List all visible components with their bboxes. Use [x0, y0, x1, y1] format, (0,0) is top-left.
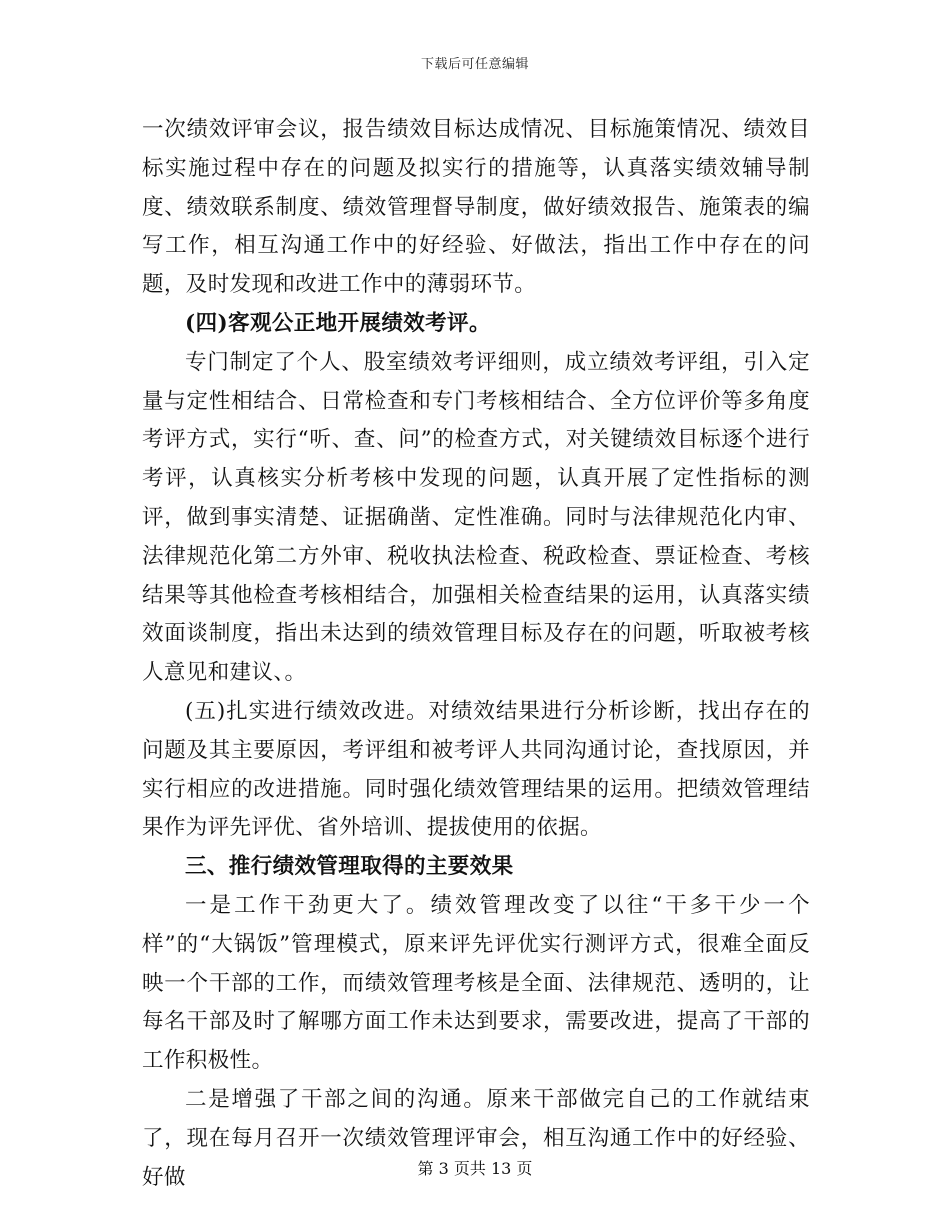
- section-heading-objective-evaluation: (四)客观公正地开展绩效考评。: [185, 310, 491, 336]
- paragraph-evaluation-rules: 专门制定了个人、股室绩效考评细则，成立绩效考评组，引入定量与定性相结合、日常检查和专门考核相结合、全方位评价等多角度考评方式，实行“听、查、问”的检查方式，对关键绩效目标逐个进行考评，认真核实分析考核中发现的问题，认真开展了定性指标的测评，做到事实清楚、证据确凿、定性准确。同时与法律规范化内审、法律规范化第二方外审、税收执法检查、税政检查、票证检查、考核结果等其他检查考核相结合，加强相关检查结果的运用，认真落实绩效面谈制度，指出未达到的绩效管理目标及存在的问题，听取被考核人意见和建议、。: [142, 349, 810, 686]
- document-body: [142, 111, 810, 1197]
- paragraph-result-communication: 二是增强了干部之间的沟通。原来干部做完自己的工作就结束了，现在每月召开一次绩效管理评审会，相互沟通工作中的好经验、好做: [142, 1086, 810, 1190]
- section-heading-main-results: 三、推行绩效管理取得的主要效果: [185, 854, 514, 880]
- page-header: 下载后可任意编辑: [420, 57, 529, 72]
- paragraph-performance-improvement: (五)扎实进行绩效改进。对绩效结果进行分析诊断，找出存在的问题及其主要原因，考评组和被考评人共同沟通讨论，查找原因，并实行相应的改进措施。同时强化绩效管理结果的运用。把绩效管理结果作为评先评优、省外培训、提拔使用的依据。: [142, 698, 810, 841]
- paragraph-evaluation-meeting: 一次绩效评审会议，报告绩效目标达成情况、目标施策情况、绩效目标实施过程中存在的问题及拟实行的措施等，认真落实绩效辅导制度、绩效联系制度、绩效管理督导制度，做好绩效报告、施策表的编写工作，相互沟通工作中的好经验、好做法，指出工作中存在的问题，及时发现和改进工作中的薄弱环节。: [142, 117, 810, 298]
- page-number-footer: 第 3 页共 13 页: [417, 1159, 533, 1178]
- paragraph-result-motivation: 一是工作干劲更大了。绩效管理改变了以往“干多干少一个样”的“大锅饭”管理模式，原来评先评优实行测评方式，很难全面反映一个干部的工作，而绩效管理考核是全面、法律规范、透明的，让每名干部及时了解哪方面工作未达到要求，需要改进，提高了干部的工作积极性。: [142, 892, 810, 1074]
